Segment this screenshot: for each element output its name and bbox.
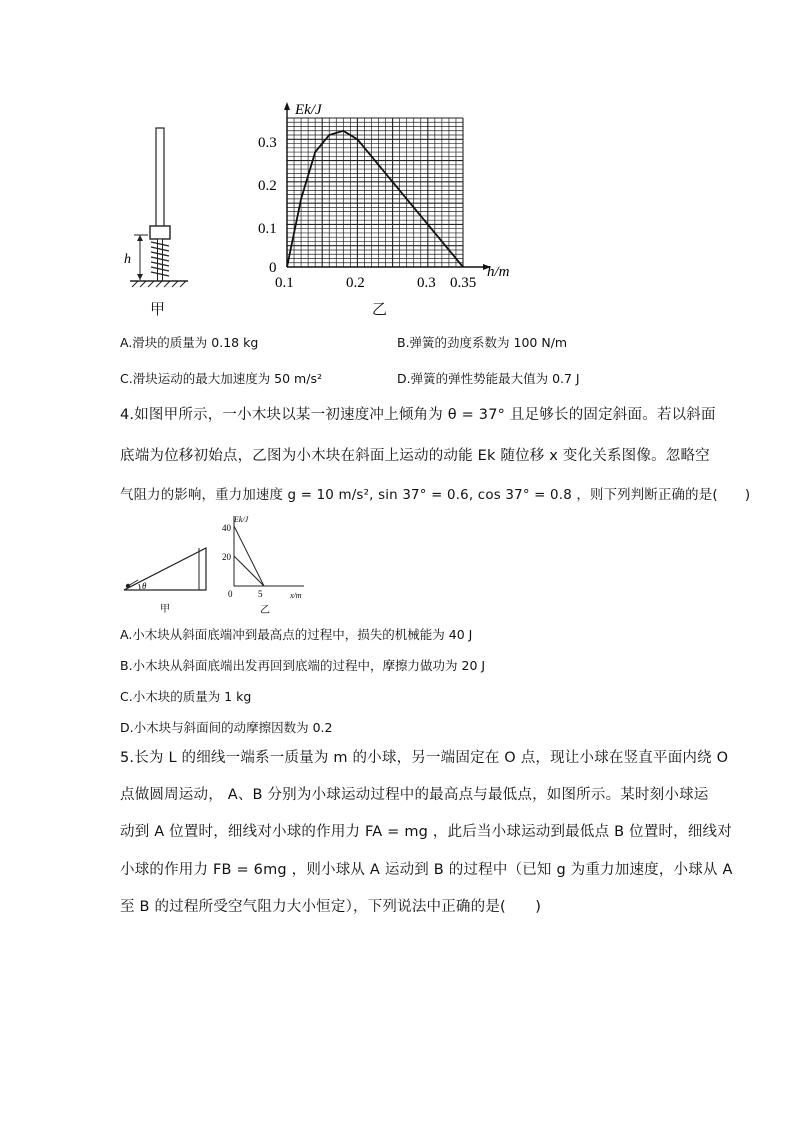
- chart-grid: [287, 118, 463, 267]
- q4-option-b: B.小木块从斜面底端出发再回到底端的过程中，摩擦力做功为 20 J: [120, 658, 486, 673]
- q4-line-2: 底端为位移初始点，乙图为小木块在斜面上运动的动能 Ek 随位移 x 变化关系图像。忽略空: [120, 448, 710, 464]
- q3-option-a: A.滑块的质量为 0.18 kg: [120, 335, 259, 350]
- c2-y-tick-40: 40: [222, 523, 231, 533]
- x-tick-0.1: 0.1: [275, 275, 294, 291]
- q3-option-b: B.弹簧的劲度系数为 100 N/m: [397, 335, 568, 350]
- q5-line-2: 点做圆周运动， A、B 分别为小球运动过程中的最高点与最低点，如图所示。某时刻小球运: [120, 787, 709, 803]
- up-line: [234, 526, 264, 586]
- y-axis-label: Ek/J: [295, 102, 322, 118]
- incline-caption: 甲: [160, 604, 170, 615]
- down-line: [234, 556, 264, 586]
- incline-figure: [118, 540, 218, 615]
- q4-option-c: C.小木块的质量为 1 kg: [120, 689, 252, 704]
- figure1-left-caption: 甲: [150, 300, 166, 318]
- y-tick-0.3: 0.3: [258, 135, 277, 151]
- q5-line-3: 动到 A 位置时，细线对小球的作用力 FA = mg ，此后当小球运动到最低点 B 位置时，细线对: [120, 824, 732, 840]
- chart-axes: [234, 516, 304, 586]
- q3-option-c: C.滑块运动的最大加速度为 50 m/s²: [120, 371, 322, 386]
- c2-x-tick-5: 5: [258, 589, 263, 599]
- y-tick-0: 0: [269, 260, 277, 276]
- spring-apparatus-figure: [120, 120, 210, 320]
- c2-caption: 乙: [260, 605, 270, 616]
- h-label: h: [124, 252, 131, 267]
- q4-line-3: 气阻力的影响，重力加速度 g = 10 m/s², sin 37° = 0.6, cos 37° = 0.8 ，则下列判断正确的是( ): [120, 488, 751, 503]
- theta-label: θ: [142, 581, 147, 591]
- c2-x-label: x/m: [290, 591, 302, 600]
- q3-option-d: D.弹簧的弹性势能最大值为 0.7 J: [397, 371, 580, 386]
- c2-x-tick-0: 0: [228, 589, 233, 599]
- x-tick-0.3: 0.3: [417, 275, 436, 291]
- q5-line-1: 5.长为 L 的细线一端系一质量为 m 的小球，另一端固定在 O 点，现让小球在竖直平面内绕 O: [120, 750, 729, 766]
- y-tick-0.1: 0.1: [258, 221, 277, 237]
- q4-option-a: A.小木块从斜面底端冲到最高点的过程中，损失的机械能为 40 J: [120, 627, 473, 642]
- q4-option-d: D.小木块与斜面间的动摩擦因数为 0.2: [120, 720, 333, 735]
- figure1-right-caption: 乙: [372, 300, 388, 318]
- ek-h-chart: [255, 100, 525, 300]
- q5-line-5: 至 B 的过程所受空气阻力大小恒定），下列说法中正确的是( ): [120, 899, 542, 915]
- y-tick-0.2: 0.2: [258, 178, 277, 194]
- c2-y-label: Ek/J: [234, 515, 249, 524]
- x-tick-0.35: 0.35: [450, 275, 477, 291]
- c2-y-tick-20: 20: [222, 552, 231, 562]
- x-axis-label: h/m: [487, 264, 510, 280]
- q5-line-4: 小球的作用力 FB = 6mg ，则小球从 A 运动到 B 的过程中（已知 g 为重力加速度，小球从 A: [120, 862, 733, 878]
- x-tick-0.2: 0.2: [346, 275, 365, 291]
- q4-line-1: 4.如图甲所示，一小木块以某一初速度冲上倾角为 θ = 37° 且足够长的固定斜面。若以斜面: [120, 407, 716, 423]
- ek-x-chart: [220, 512, 310, 617]
- y-axis-arrow: [284, 102, 290, 110]
